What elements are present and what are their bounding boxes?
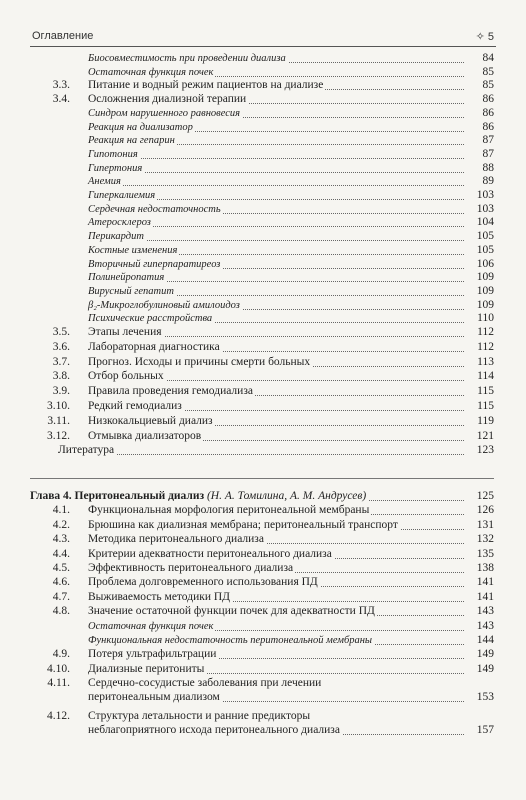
toc-entry[interactable] [30, 244, 494, 258]
toc-entry-page: 103 [466, 189, 494, 201]
toc-entry-text: Редкий гемодиализ [88, 400, 182, 412]
chapter-divider [30, 478, 494, 479]
header-page-number: ✧ 5 [475, 31, 494, 43]
toc-entry-text: Осложнения диализной терапии [88, 93, 247, 106]
toc-entry[interactable] [30, 533, 494, 547]
toc-entry-title [88, 122, 195, 133]
toc-entry-page: 87 [466, 134, 494, 146]
toc-entry[interactable] [30, 299, 494, 313]
toc-entry-title-continued: перитонеальным диализом [88, 691, 220, 704]
toc-entry-number: 3.10. [47, 400, 70, 412]
toc-entry-page: 132 [466, 533, 494, 545]
toc-entry-text: Функциональная морфология перитонеальной мембраны [88, 504, 370, 517]
toc-entry-number: 3.3. [52, 79, 70, 92]
toc-entry-page: 144 [466, 634, 494, 646]
toc-entry-text: Перикардит [88, 231, 144, 243]
toc-entry-text: Костные изменения [88, 244, 178, 256]
toc-entry-page: 115 [466, 385, 494, 397]
toc-leader-dots [88, 185, 464, 186]
toc-entry-text: Вторичный гиперпаратиреоз [88, 258, 221, 270]
toc-entry-text: Функциональная недостаточность перитонеальной мембраны [88, 635, 373, 646]
toc-entry-title [88, 300, 242, 311]
toc-entry-page: 131 [466, 519, 494, 531]
toc-entry-title [88, 245, 179, 256]
header-title: Оглавление [32, 30, 94, 42]
toc-entry-text: Реакция на диализатор [88, 121, 193, 133]
toc-entry-number: 3.9. [52, 385, 70, 398]
toc-entry-number: 4.7. [52, 590, 70, 603]
toc-entry[interactable] [30, 548, 494, 562]
toc-entry[interactable] [30, 216, 494, 230]
toc-entry-text: Диализные перитониты [88, 662, 205, 675]
toc-entry[interactable] [30, 415, 494, 429]
toc-entry-title [88, 415, 215, 427]
toc-entry[interactable] [30, 107, 494, 121]
toc-entry-title [88, 341, 222, 353]
toc-entry-page: 157 [466, 724, 494, 736]
toc-entry-title [88, 93, 248, 105]
toc-entry[interactable] [30, 444, 494, 458]
toc-entry[interactable] [30, 591, 494, 605]
toc-entry-text: Сердечно-сосудистые заболевания при лечении [88, 677, 322, 690]
toc-entry-number: 4.3. [52, 533, 70, 546]
toc-entry-text: Критерии адекватности перитонеального диализа [88, 547, 332, 560]
toc-entry-text: Гиперкалиемия [88, 190, 156, 201]
toc-entry-text: Низкокальциевый диализ [88, 414, 213, 427]
toc-entry-page: 106 [466, 258, 494, 270]
toc-entry[interactable] [30, 490, 494, 504]
toc-entry-title [88, 605, 377, 617]
toc-entry[interactable] [30, 634, 494, 648]
toc-entry-title [88, 677, 323, 689]
toc-entry-page: 86 [466, 107, 494, 119]
toc-entry-text: Гипотония [88, 148, 138, 160]
toc-entry[interactable] [30, 121, 494, 135]
toc-entry-page: 109 [466, 299, 494, 311]
toc-entry-text: Вирусный гепатит [88, 285, 174, 297]
toc-entry-title [88, 621, 215, 632]
toc-entry[interactable] [30, 663, 494, 677]
toc-entry-title [88, 504, 371, 516]
toc-entry-title [88, 272, 166, 283]
toc-entry-page: 86 [466, 121, 494, 133]
toc-entry[interactable] [30, 79, 494, 93]
toc-entry-number: 3.6. [52, 340, 70, 353]
toc-entry-page: 114 [466, 370, 494, 382]
toc-entry-page: 126 [466, 504, 494, 516]
toc-entry-page: 88 [466, 162, 494, 174]
toc-entry[interactable] [30, 385, 494, 399]
toc-entry-page: 135 [466, 548, 494, 560]
toc-entry-page: 138 [466, 562, 494, 574]
toc-entry-text: Психические расстройства [88, 313, 213, 325]
toc-entry-title [30, 490, 368, 502]
toc-entry[interactable] [30, 562, 494, 576]
toc-entry-text: Биосовместимость при проведении диализа [88, 53, 286, 64]
toc-entry[interactable] [30, 710, 494, 736]
toc-entry-page: 104 [466, 216, 494, 228]
toc-entry-title [88, 108, 242, 119]
toc-entry-title [88, 548, 334, 560]
toc-entry-number: 4.8. [52, 605, 70, 618]
toc-entry-title [88, 204, 223, 215]
toc-entry[interactable] [30, 230, 494, 244]
toc-entry-page: 113 [466, 356, 494, 368]
toc-entry-page: 87 [466, 148, 494, 160]
toc-entry[interactable] [30, 356, 494, 370]
toc-entry-number: 4.5. [52, 562, 70, 574]
toc-entry-title [88, 356, 312, 368]
toc-entry[interactable] [30, 326, 494, 340]
toc-entry-text: Остаточная функция почек [88, 66, 214, 78]
toc-entry-number: 4.1. [52, 504, 70, 517]
toc-entry-page: 84 [466, 52, 494, 64]
toc-entry-page: 115 [466, 400, 494, 412]
toc-entry[interactable] [30, 203, 494, 217]
toc-entry-title [88, 217, 153, 228]
toc-entry-page: 123 [466, 444, 494, 456]
toc-entry-title-continued: неблагоприятного исхода перитонеального диализа [88, 724, 340, 736]
toc-entry-text: Значение остаточной функции почек для адекватности ПД [88, 605, 375, 618]
toc-entry-page: 149 [466, 648, 494, 660]
toc-entry-page: 85 [466, 79, 494, 91]
toc-entry[interactable] [30, 519, 494, 533]
toc-entry-number: 4.9. [52, 648, 70, 661]
toc-entry-page: 86 [466, 93, 494, 105]
toc-entry[interactable] [30, 677, 494, 704]
toc-entry-title [88, 313, 214, 324]
toc-entry-page: 143 [466, 605, 494, 617]
toc-entry[interactable] [30, 175, 494, 189]
toc-leader-dots [88, 158, 464, 159]
toc-entry-title [58, 444, 116, 456]
toc-entry-number: 4.12. [47, 710, 70, 722]
toc-entry[interactable] [30, 605, 494, 619]
toc-entry-number: 4.4. [52, 547, 70, 560]
toc-entry-title [88, 635, 374, 646]
toc-entry-text: Анемия [88, 176, 121, 188]
toc-entry-text: β₂-Микроглобулиновый амилоидоз [88, 299, 240, 311]
toc-entry-page: 109 [466, 271, 494, 283]
toc-leader-dots [88, 172, 464, 173]
toc-entry-text: Методика перитонеального диализа [88, 533, 264, 546]
toc-entry-text: Сердечная недостаточность [88, 203, 221, 215]
toc-entry[interactable] [30, 370, 494, 384]
toc-entry-number: 4.2. [52, 518, 70, 531]
toc-leader-dots [58, 454, 464, 455]
toc-entry-page: 141 [466, 591, 494, 603]
toc-entry-text: Выживаемость методики ПД [88, 590, 230, 603]
toc-entry-title [88, 53, 288, 64]
toc-entry-title [88, 326, 164, 338]
toc-entry-page: 105 [466, 244, 494, 256]
header-rule [30, 46, 496, 47]
toc-entry-text: Проблема долговременного использования ПД [88, 576, 318, 589]
toc-entry[interactable] [30, 258, 494, 272]
toc-entry-title [88, 67, 215, 78]
toc-entry-title [88, 400, 184, 412]
toc-entry-text: Остаточная функция почек [88, 620, 214, 632]
toc-entry-number: 3.4. [52, 93, 70, 106]
toc-entry[interactable] [30, 504, 494, 518]
toc-entry-authors: (Н. А. Томилина, А. М. Андрусев) [204, 490, 367, 502]
toc-entry-page: 112 [466, 341, 494, 353]
toc-entry-title [88, 663, 206, 675]
toc-entry-page: 85 [466, 66, 494, 78]
toc-entry-title [88, 259, 222, 270]
toc-entry-number: 3.7. [52, 355, 70, 368]
toc-entry-text: Потеря ультрафильтрации [88, 648, 217, 661]
toc-entry-text: Гипертония [88, 162, 143, 174]
toc-entry-text: Литература [58, 444, 115, 457]
toc-entry[interactable] [30, 620, 494, 634]
toc-entry-title [88, 231, 146, 242]
toc-entry-title [88, 370, 166, 382]
toc-entry[interactable] [30, 189, 494, 203]
toc-entry[interactable] [30, 93, 494, 107]
toc-entry[interactable] [30, 148, 494, 162]
toc-entry-number: 3.12. [47, 429, 70, 442]
toc-entry-title [88, 562, 295, 574]
toc-entry-title [88, 648, 218, 660]
toc-entry-page: 110 [466, 312, 494, 324]
toc-entry-text: Эффективность перитонеального диализа [88, 562, 294, 574]
toc-entry[interactable] [30, 648, 494, 662]
toc-entry-number: 3.11. [47, 414, 70, 427]
toc-entry[interactable] [30, 134, 494, 148]
toc-entry-page: 89 [466, 175, 494, 187]
toc-entry-page: 143 [466, 620, 494, 632]
toc-entry-title [88, 533, 266, 545]
toc-entry-title [88, 190, 157, 201]
toc-entry-page: 149 [466, 663, 494, 675]
toc-entry-page: 105 [466, 230, 494, 242]
toc-entry-title [88, 576, 320, 588]
toc-entry-number: 3.8. [52, 370, 70, 383]
toc-entry-text: Этапы лечения [88, 326, 162, 338]
toc-entry-number: 4.6. [52, 576, 70, 589]
toc-entry[interactable] [30, 271, 494, 285]
toc-entry-page: 125 [466, 490, 494, 502]
toc-entry-title [88, 135, 177, 146]
toc-entry-title [88, 176, 123, 187]
toc-entry-title [88, 163, 144, 174]
toc-entry-title [88, 385, 255, 397]
running-header [30, 30, 496, 44]
toc-entry[interactable] [30, 285, 494, 299]
toc-entry-number: 4.10. [47, 662, 70, 675]
toc-entry-text: Брюшина как диализная мембрана; перитонеальный транспорт [88, 518, 398, 531]
toc-entry-text: Глава 4. Перитонеальный диализ [30, 490, 205, 502]
toc-entry-page: 153 [466, 691, 494, 703]
toc-entry-text: Синдром нарушенного равновесия [88, 107, 241, 119]
toc-entry-title [88, 79, 325, 91]
toc-entry-text: Структура летальности и ранние предикторы [88, 710, 311, 722]
toc-entry-number: 4.11. [47, 677, 70, 690]
toc-entry-page: 141 [466, 576, 494, 588]
toc-entry-text: Прогноз. Исходы и причины смерти больных [88, 355, 311, 368]
toc-entry-text: Полинейропатия [88, 272, 165, 284]
toc-entry-title [88, 430, 203, 442]
toc-entry-page: 121 [466, 430, 494, 442]
toc-entry[interactable] [30, 52, 494, 66]
toc-entry-page: 103 [466, 203, 494, 215]
toc-entry-text: Атеросклероз [88, 217, 151, 229]
toc-entry-text: Питание и водный режим пациентов на диализе [88, 79, 324, 92]
toc-entry-title [88, 710, 312, 722]
toc-entry[interactable] [30, 66, 494, 80]
toc-entry-text: Отбор больных [88, 370, 164, 383]
toc-entry-title [88, 591, 232, 603]
toc-entry[interactable] [30, 341, 494, 355]
toc-entry-page: 109 [466, 285, 494, 297]
toc-entry-page: 119 [466, 415, 494, 427]
toc-entry-text: Реакция на гепарин [88, 135, 175, 147]
toc-entry-text: Правила проведения гемодиализа [88, 385, 253, 398]
toc-entry[interactable] [30, 576, 494, 590]
toc-entry-title [88, 519, 400, 531]
toc-entry-page: 112 [466, 326, 494, 338]
toc-entry[interactable] [30, 430, 494, 444]
toc-entry-text: Отмывка диализаторов [88, 429, 202, 442]
toc-entry-number: 3.5. [52, 326, 70, 338]
toc-entry[interactable] [30, 400, 494, 414]
toc-entry-text: Лабораторная диагностика [88, 340, 220, 353]
toc-entry[interactable] [30, 312, 494, 326]
toc-entry[interactable] [30, 162, 494, 176]
toc-entry-title [88, 286, 176, 297]
toc-entry-title [88, 149, 140, 160]
